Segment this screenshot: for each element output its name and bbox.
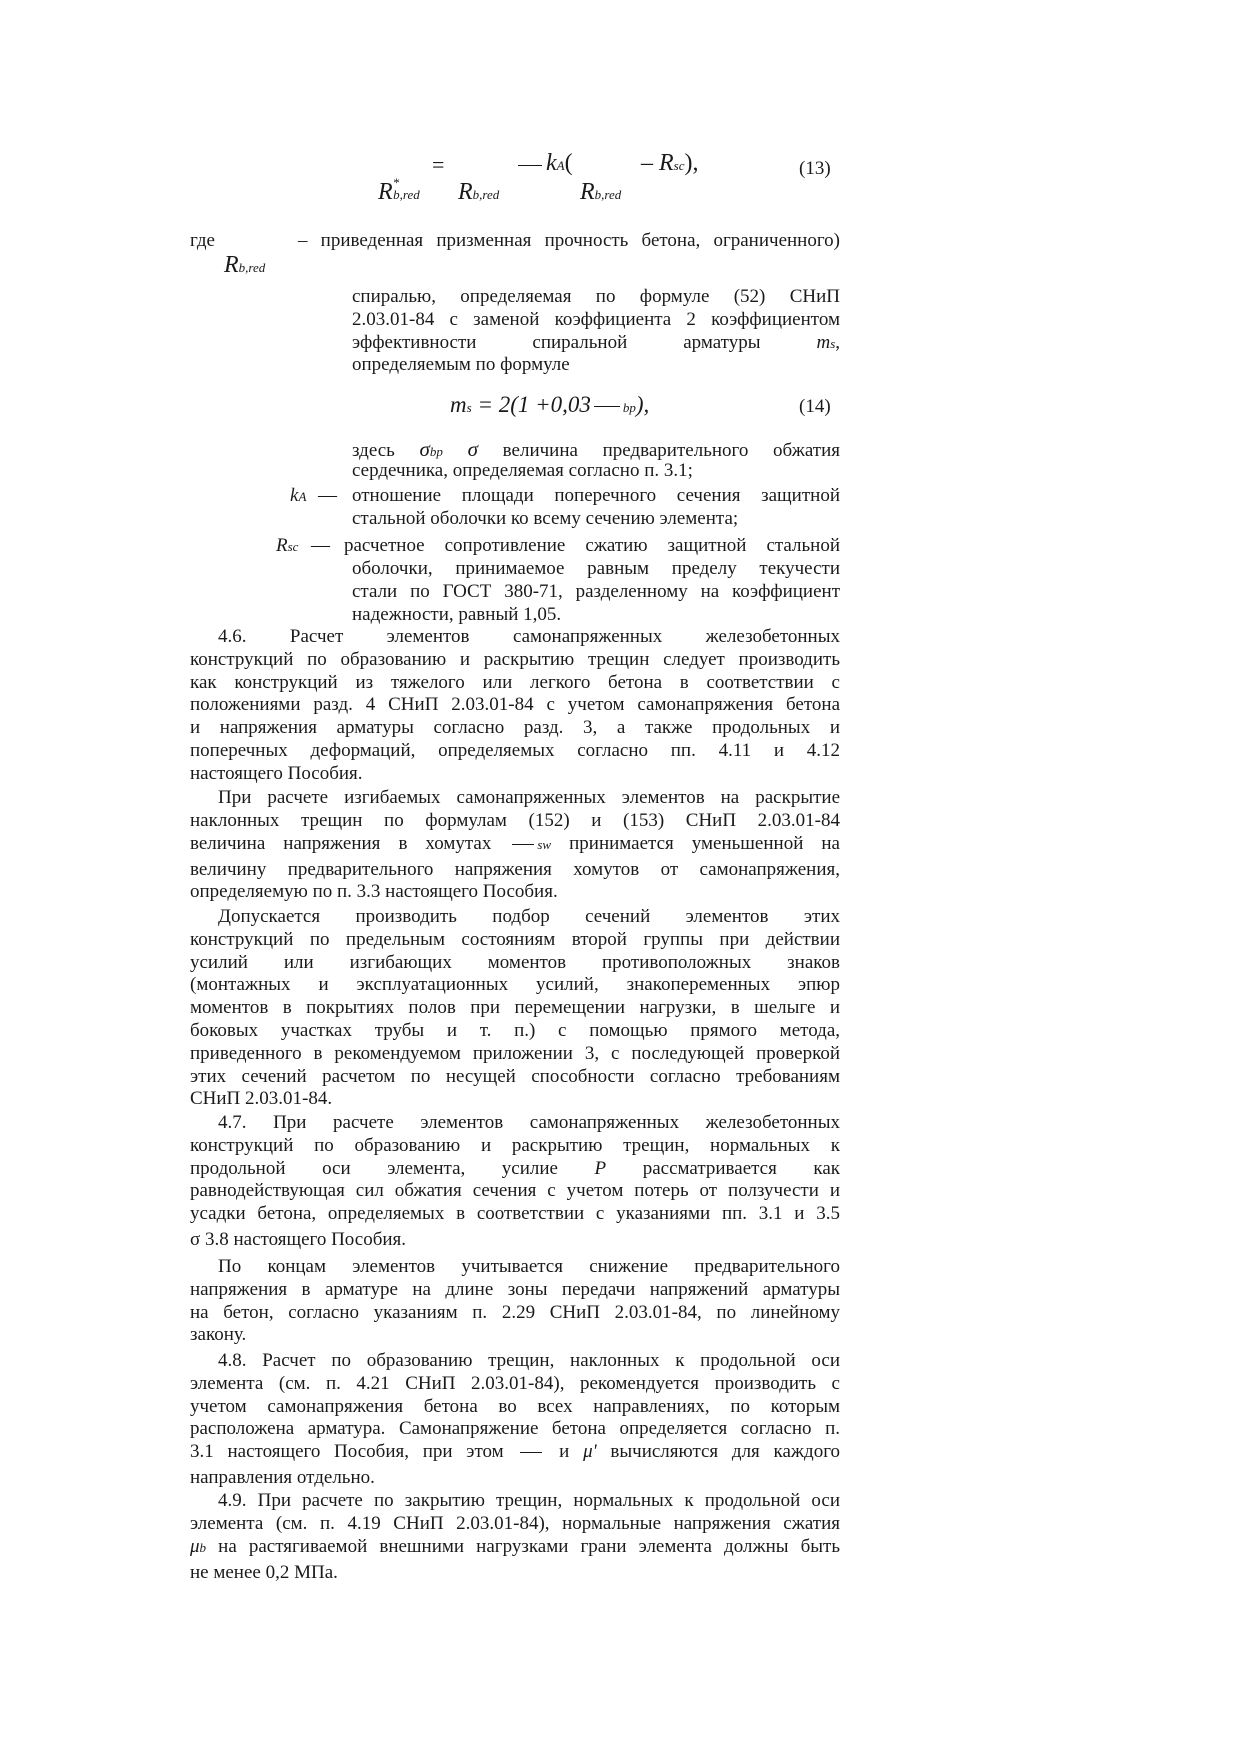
paragraph-4-6: 4.6. Расчет элементов самонапряженных железобетонных конструкций по образованию и раскрытию трещин следует производить как конструкций из тяжелого или легкого бетона в соответствии с положениями разд. 4 СНиП 2.03.01-84 с учетом самонапряжения бетона и напряжения арматуры согласно разд. 3, а также продольных и поперечных деформаций, определяемых согласно пп. 4.11 и 4.12 настоящего Пособия. xyxy=(190,626,840,784)
def-ka-line2: стальной оболочки ко всему сечению элемента; xyxy=(352,508,739,529)
where-word: где xyxy=(190,230,215,251)
def-ka-symbol: kA xyxy=(290,485,307,506)
def-rsc-rest: оболочки, принимаемое равным пределу текучести стали по ГОСТ 380-71, разделенному на коэффициент надежности, равный 1,05. xyxy=(352,558,840,625)
paragraph-bending: При расчете изгибаемых самонапряженных элементов на раскрытие наклонных трещин по формулам (152) и (153) СНиП 2.03.01-84 величина напряжения в хомутах sw принимается уменьшенной на величину предварительного напряжения хомутов от самонапряжения, определяемую по п. 3.3 настоящего Пособия. xyxy=(190,787,840,903)
paragraph-ends: По концам элементов учитывается снижение предварительного напряжения в арматуре на длине зоны передачи напряжений арматуры на бетон, согласно указаниям п. 2.29 СНиП 2.03.01-84, по линейному закону. xyxy=(190,1256,840,1346)
where-symbol: Rb,red xyxy=(224,252,266,278)
formula-13-equals: = xyxy=(432,152,445,177)
formula-13-r1: Rb,red xyxy=(458,179,500,205)
def-sigma-line: здесь σbp σ величина предварительного обжатия xyxy=(352,437,841,461)
formula-13-k: kA( xyxy=(546,150,573,176)
paragraph-4-7: 4.7. При расчете элементов самонапряженных железобетонных конструкций по образованию и раскрытию трещин, нормальных к продольной оси элемента, усилие P рассматривается как равнодействующая сил обжатия сечения с учетом потерь от ползучести и усадки бетона, определяемых в соответствии с указаниями пп. 3.1 и 3.5 σ 3.8 настоящего Пособия. xyxy=(190,1112,840,1251)
def-rsc-dash: — xyxy=(311,535,330,556)
formula-13-r2: Rb,red xyxy=(580,179,622,205)
paragraph-4-8: 4.8. Расчет по образованию трещин, наклонных к продольной оси элемента (см. п. 4.21 СНиП 2.03.01-84), рекомендуется производить с учетом самонапряжения бетона во всех направлениях, по которым расположена арматура. Самонапряжение бетона определяется согласно п. 3.1 настоящего Пособия, при этом и μ' вычисляются для каждого направления отдельно. xyxy=(190,1350,840,1489)
def-ka-line1: отношение площади поперечного сечения защитной xyxy=(352,485,840,506)
paragraph-4-9: 4.9. При расчете по закрытию трещин, нормальных к продольной оси элемента (см. п. 4.19 СНиП 2.03.01-84), нормальные напряжения сжатия μb на растягиваемой внешними нагрузками грани элемента должны быть не менее 0,2 МПа. xyxy=(190,1490,840,1583)
def-rsc-line1: расчетное сопротивление сжатию защитной стальной xyxy=(344,535,840,556)
def-sigma-line2: сердечника, определяемая согласно п. 3.1; xyxy=(352,460,693,481)
def-rsc-symbol: Rsc xyxy=(276,535,299,556)
formula-13-minus-rsc: – Rsc), xyxy=(641,150,699,176)
def-ka-dash: — xyxy=(318,485,337,506)
where-first-line: – приведенная призменная прочность бетона, ограниченного) xyxy=(298,230,840,251)
formula-13-rstar: R*b,red xyxy=(378,175,420,205)
paragraph-allowed: Допускается производить подбор сечений элементов этих конструкций по предельным состояниям второй группы при действии усилий или изгибающих моментов противоположных знаков (монтажных и эксплуатационных усилий, знакопеременных эпюр моментов в покрытиях полов при перемещении нагрузки, в шелыге и боковых участках трубы и т. п.) с помощью прямого метода, приведенного в рекомендуемом приложении 3, с последующей проверкой этих сечений расчетом по несущей способности согласно требованиям СНиП 2.03.01-84. xyxy=(190,906,840,1110)
formula-13-fraction-bar xyxy=(518,165,542,166)
formula-14: ms = 2(1 +0,03 bp), xyxy=(450,392,650,417)
where-definition: спиралью, определяемая по формуле (52) СНиП 2.03.01-84 с заменой коэффициента 2 коэффициентом эффективности спиральной арматуры ms, определяемым по формуле xyxy=(352,286,840,376)
formula-13 xyxy=(0,0,1240,220)
formula-13-number: (13) xyxy=(799,158,831,179)
formula-14-number: (14) xyxy=(799,396,831,417)
